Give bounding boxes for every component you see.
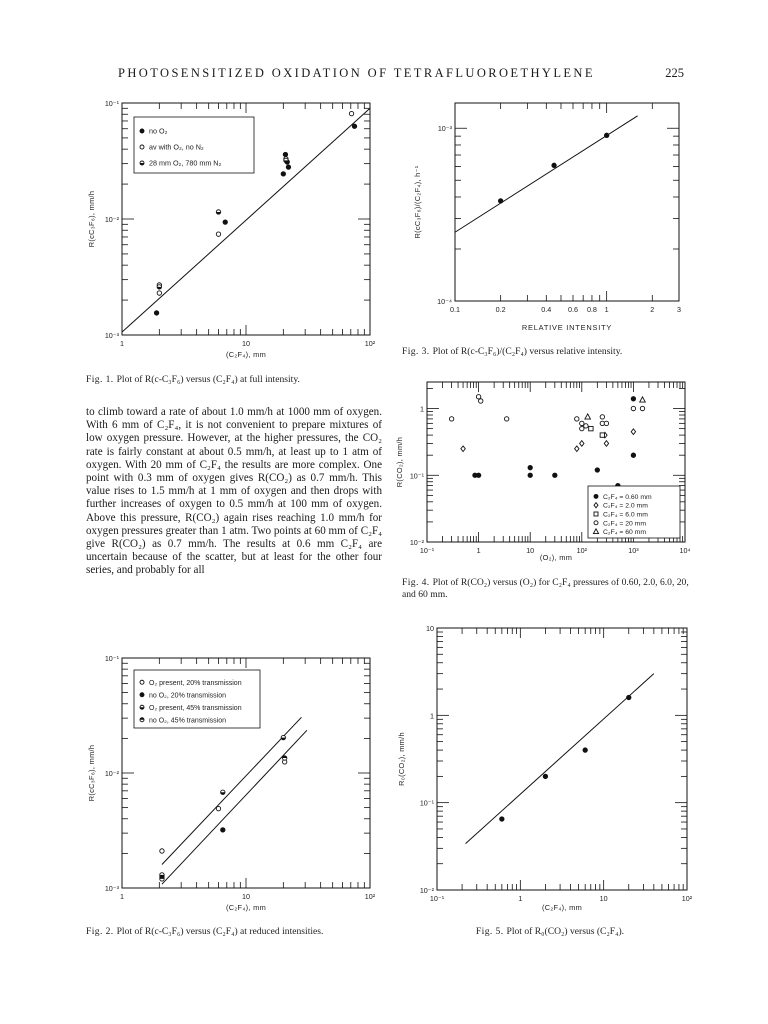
- fig1-data-point: [352, 124, 356, 128]
- fig4-legend-label: C₂F₄ = 6.0 mm: [603, 511, 648, 519]
- fig4-data-point: [528, 465, 532, 469]
- fig1-x-tick-label: 10: [242, 339, 250, 348]
- fig1-data-point: [216, 232, 220, 236]
- fig4-data-point: [479, 399, 483, 403]
- fig4-series-4: [449, 395, 644, 431]
- fig4-data-point: [461, 446, 465, 452]
- fig4-y-tick-label: 1: [420, 404, 424, 414]
- fig4-series-2: [461, 429, 636, 452]
- fig4-y-tick-label: 10⁻¹: [409, 471, 424, 481]
- fig5-data-point: [500, 817, 504, 821]
- fig5-y-tick-label: 10⁻²: [419, 886, 434, 895]
- fig1-legend-marker: [140, 145, 144, 149]
- figure-5-caption-label: Fig. 5.: [475, 926, 504, 937]
- fig2-y-tick-label: 10⁻³: [104, 884, 119, 893]
- fig5-fit-line: [466, 674, 654, 844]
- figure-4-chart: [392, 372, 698, 572]
- fig1-y-tick-label: 10⁻³: [104, 331, 119, 340]
- fig3-data-point: [552, 163, 556, 167]
- fig2-legend-marker: [140, 680, 144, 684]
- fig3-x-tick-label: 0.2: [495, 305, 506, 314]
- fig2-fit-line: [162, 730, 307, 884]
- fig4-data-point: [553, 473, 557, 477]
- fig4-data-point: [575, 417, 579, 421]
- fig4-data-point: [528, 473, 532, 477]
- fig4-data-point: [585, 414, 591, 419]
- fig4-legend-marker: [594, 521, 598, 525]
- fig2-legend-marker: [140, 693, 144, 697]
- fig4-legend-label: C₂F₄ = 2.0 mm: [603, 502, 648, 510]
- fig2-x-tick-label: 1: [120, 892, 124, 901]
- fig5-x-tick-label: 10: [599, 894, 608, 903]
- fig5-data-point: [543, 774, 547, 778]
- fig2-fit-line: [162, 717, 301, 864]
- fig4-data-point: [575, 446, 579, 452]
- fig4-data-point: [580, 421, 584, 425]
- figure-4-caption-text: Plot of R(CO₂) versus (O₂) for C₂F₄ pressures of 0.60, 2.0, 6.0, 20, and 60 mm.: [402, 577, 689, 600]
- fig1-x-tick-label: 10²: [364, 339, 376, 348]
- fig1-legend-marker: [140, 129, 144, 133]
- fig4-data-point: [580, 426, 584, 430]
- fig2-series-1: [160, 760, 287, 853]
- fig4-data-point: [631, 397, 635, 401]
- fig1-data-point: [216, 210, 220, 214]
- figure-1-caption-text: Plot of R(c-C₃F₆) versus (C₂F₄) at full intensity.: [116, 374, 300, 385]
- body-paragraph: to climb toward a rate of about 1.0 mm/h at 1000 mm of oxygen. With 6 mm of C₂F₄, it is not convenient to prepare mixtures of low oxygen pressure. However, at the higher pressures, the CO₂ rate is fairly constant at about 0.5 mm/h, at least up to 1 atm of oxygen. With 20 mm of C₂F₄ the results are more complex. One point with 0.3 mm of oxygen gives R(CO₂) as 0.7 mm/h. This value rises to 1.5 mm/h at 1 mm of oxygen and then drops with further increases of oxygen to 0.5 mm/h at 100 mm of oxygen. Above this pressure, R(CO₂) again rises reaching 1.0 mm/h for oxygen pressures greater than 1 atm. Two points at 60 mm of C₂F₄ give R(CO₂) as 0.7 mm/h. The results at 0.6 mm C₂F₄ are uncertain because of the scatter, but at least for the other four series, and probably for all: [86, 406, 382, 577]
- fig4-legend-label: C₂F₄ = 60 mm: [603, 529, 646, 537]
- fig4-data-point: [584, 424, 588, 428]
- figure-5-caption: [402, 926, 698, 938]
- fig3-fit-line: [455, 116, 638, 232]
- fig1-data-point: [284, 158, 288, 162]
- fig4-data-point: [449, 417, 453, 421]
- figure-5-caption-text: Plot of R₀(CO₂) versus (C₂F₄).: [506, 926, 625, 937]
- figure-3-caption-label: Fig. 3.: [402, 346, 430, 357]
- fig5-y-tick-label: 10: [426, 624, 434, 633]
- fig2-legend-marker: [140, 705, 144, 709]
- page-number: 225: [665, 66, 684, 80]
- fig4-data-point: [476, 473, 480, 477]
- fig2-legend-label: O₂ present, 20% transmission: [149, 679, 242, 687]
- fig5-x-tick-label: 10²: [681, 894, 693, 903]
- fig1-y-tick-label: 10⁻¹: [104, 99, 119, 108]
- fig3-x-tick-label: 0.6: [568, 305, 579, 314]
- fig5-plot-frame: [437, 628, 687, 890]
- figure-4-svg: [392, 372, 698, 572]
- fig2-x-tick-label: 10: [242, 892, 250, 901]
- fig3-series-1: [498, 133, 608, 203]
- fig1-data-point: [283, 152, 287, 156]
- body-text: [86, 406, 382, 578]
- fig2-legend: [134, 670, 260, 728]
- fig4-data-point: [595, 468, 599, 472]
- fig4-data-point: [640, 406, 644, 410]
- fig4-data-point: [600, 433, 604, 437]
- fig4-legend: [588, 486, 680, 538]
- figure-1-caption: [86, 374, 382, 386]
- fig1-x-axis-label: (C₂F₄), mm: [225, 350, 267, 359]
- fig1-data-point: [157, 285, 161, 289]
- figure-3-chart: [402, 95, 702, 340]
- fig1-legend-label: 28 mm O₂, 780 mm N₂: [149, 158, 222, 168]
- fig4-data-point: [631, 453, 635, 457]
- fig5-y-axis-label: R₀(CO₂), mm/h: [397, 732, 406, 786]
- fig3-x-axis-label: RELATIVE INTENSITY: [521, 323, 613, 332]
- figure-5-chart: [392, 620, 698, 915]
- fig3-y-axis-label: R(cC₃F₆)/(C₂F₄), h⁻¹: [413, 165, 422, 239]
- fig2-data-point: [216, 806, 220, 810]
- fig5-series-1: [500, 695, 631, 821]
- fig5-x-axis-label: (C₂F₄), mm: [541, 903, 583, 912]
- fig5-data-point: [583, 748, 587, 752]
- fig4-data-point: [640, 397, 646, 402]
- fig4-x-tick-label: 10³: [628, 546, 639, 555]
- fig4-data-point: [604, 441, 608, 447]
- fig2-data-point: [221, 790, 225, 794]
- fig1-y-tick-label: 10⁻²: [104, 215, 119, 224]
- fig3-data-point: [604, 133, 608, 137]
- figure-3-caption: [402, 346, 698, 358]
- fig2-series-2: [160, 828, 225, 879]
- fig2-legend-label: no O₂, 20% transmission: [149, 692, 227, 700]
- fig4-x-tick-label: 10⁴: [679, 546, 691, 555]
- figure-2-svg: [84, 652, 384, 917]
- fig5-y-tick-label: 10⁻¹: [419, 798, 434, 808]
- figure-2-caption-label: Fig. 2.: [86, 926, 114, 937]
- fig4-series-1: [473, 397, 636, 488]
- fig1-legend: [134, 117, 254, 173]
- fig3-y-tick-label: 10⁻³: [437, 124, 452, 134]
- fig4-legend-label: C₂F₄ = 20 mm: [603, 520, 646, 528]
- figure-4-caption: [402, 577, 698, 601]
- fig2-y-tick-label: 10⁻²: [104, 769, 119, 778]
- fig1-data-point: [157, 291, 161, 295]
- fig2-x-tick-label: 10²: [364, 892, 376, 901]
- fig4-data-point: [631, 406, 635, 410]
- fig4-series-5: [585, 397, 645, 419]
- fig4-y-axis-label: R(CO₂), mm/h: [395, 436, 404, 488]
- figure-2-caption-text: Plot of R(c-C₃F₆) versus (C₂F₄) at reduced intensities.: [116, 926, 324, 937]
- fig1-data-point: [281, 172, 285, 176]
- fig4-data-point: [600, 415, 604, 419]
- fig5-x-tick-label: 1: [518, 894, 523, 903]
- fig4-x-tick-label: 10⁻¹: [419, 546, 435, 555]
- fig4-x-tick-label: 10: [526, 546, 535, 555]
- fig2-data-point: [282, 756, 286, 760]
- running-header: [0, 66, 768, 86]
- fig4-x-axis-label: (O₂), mm: [539, 553, 573, 562]
- figure-2-chart: [84, 652, 384, 917]
- fig4-data-point: [604, 421, 608, 425]
- fig4-data-point: [476, 395, 480, 399]
- fig4-data-point: [589, 426, 593, 430]
- fig4-x-tick-label: 10²: [576, 546, 587, 555]
- fig2-data-point: [160, 877, 164, 881]
- fig5-data-point: [627, 695, 631, 699]
- fig3-x-tick-label: 1: [604, 305, 609, 314]
- fig3-data-point: [498, 199, 502, 203]
- fig4-x-tick-label: 1: [476, 546, 481, 555]
- fig3-y-tick-label: 10⁻⁴: [437, 297, 452, 306]
- figure-1-caption-label: Fig. 1.: [86, 374, 114, 385]
- running-head-title: PHOTOSENSITIZED OXIDATION OF TETRAFLUOROETHYLENE: [118, 66, 595, 80]
- fig4-data-point: [504, 417, 508, 421]
- fig3-plot-frame: [455, 103, 679, 301]
- fig2-y-tick-label: 10⁻¹: [104, 654, 119, 663]
- figure-1-chart: [84, 95, 384, 365]
- fig3-x-tick-label: 0.4: [541, 305, 552, 314]
- fig1-data-point: [286, 165, 290, 169]
- fig2-legend-label: O₂ present, 45% transmission: [149, 704, 242, 712]
- fig3-x-tick-label: 3: [677, 305, 681, 314]
- fig2-x-axis-label: (C₂F₄), mm: [225, 903, 267, 912]
- fig1-x-tick-label: 1: [120, 339, 124, 348]
- figure-3-caption-text: Plot of R(c-C₃F₆)/(C₂F₄) versus relative intensity.: [432, 346, 623, 357]
- fig1-y-axis-label: R(cC₃F₆), mm/h: [87, 190, 96, 248]
- fig2-y-axis-label: R(cC₃F₆), mm/h: [87, 744, 96, 802]
- fig1-data-point: [223, 220, 227, 224]
- fig4-data-point: [631, 429, 635, 435]
- figure-3-svg: [402, 95, 702, 340]
- fig2-data-point: [160, 849, 164, 853]
- fig3-x-tick-label: 0.1: [450, 305, 460, 314]
- figure-4-caption-label: Fig. 4.: [402, 577, 430, 588]
- fig1-series-3: [157, 158, 288, 289]
- fig4-y-tick-label: 10⁻²: [409, 538, 424, 547]
- fig2-legend-label: no O₂, 45% transmission: [149, 717, 227, 725]
- fig2-legend-marker: [140, 718, 144, 722]
- fig4-legend-label: C₂F₄ = 0.60 mm: [603, 493, 652, 501]
- fig3-x-tick-label: 2: [650, 305, 655, 314]
- fig5-y-tick-label: 1: [430, 711, 434, 721]
- fig1-data-point: [349, 111, 353, 115]
- fig1-data-point: [154, 311, 158, 315]
- fig4-series-3: [589, 426, 605, 437]
- fig3-x-tick-label: 0.8: [586, 305, 597, 314]
- fig2-series-3: [160, 735, 286, 877]
- fig1-legend-label: av with O₂, no N₂: [149, 142, 204, 152]
- fig4-legend-marker: [594, 512, 598, 516]
- figure-2-caption: [86, 926, 382, 938]
- fig2-data-point: [221, 828, 225, 832]
- fig1-legend-label: no O₂: [149, 126, 168, 136]
- fig5-x-tick-label: 10⁻¹: [429, 894, 445, 903]
- fig2-data-point: [281, 735, 285, 739]
- figure-5-svg: [392, 620, 698, 915]
- figure-1-svg: [84, 95, 384, 365]
- fig4-legend-marker: [594, 494, 598, 498]
- fig4-data-point: [580, 441, 584, 447]
- fig1-legend-marker: [140, 161, 144, 165]
